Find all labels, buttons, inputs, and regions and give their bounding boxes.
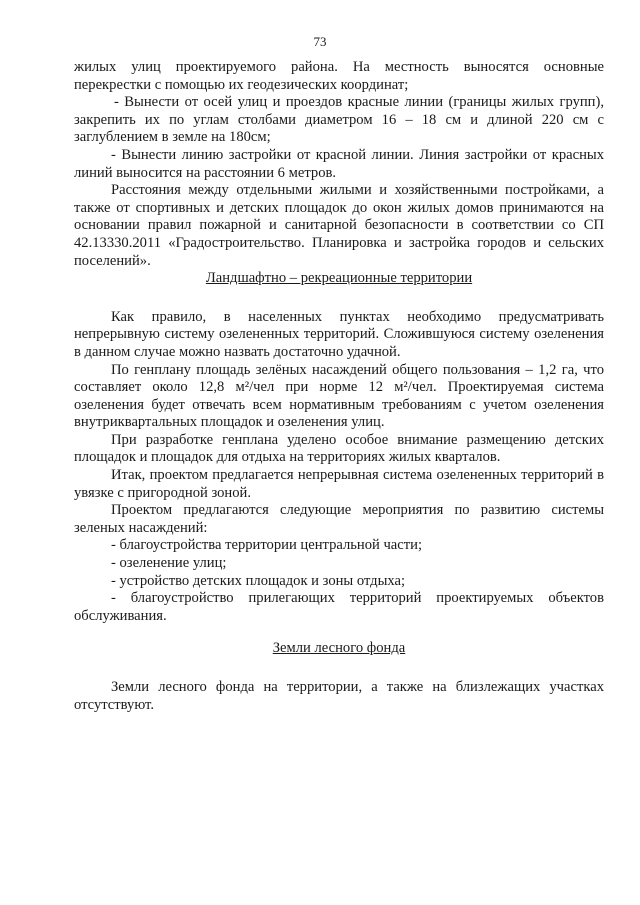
paragraph-green-system: Как правило, в населенных пунктах необходимо предусматривать непрерывную систему озелененных территорий. Сложившуюся систему озеленения в данном случае можно назвать достаточно удачной. — [74, 308, 604, 360]
paragraph-continuation: жилых улиц проектируемого района. На местность выносятся основные перекрестки с помощью их геодезических координат; — [74, 59, 604, 93]
paragraph-green-area: По генплану площадь зелёных насаждений общего пользования – 1,2 га, что составляет около 12,8 м²/чел при норме 12 м²/чел. Проектируемая система озеленения будет отвечать всем нормативным требованиям с учетом озеленения внутриквартальных площадок и озеленения улиц. — [74, 361, 604, 431]
heading-forest: Земли лесного фонда — [272, 640, 406, 657]
spacer — [74, 658, 604, 679]
spacer — [74, 288, 604, 309]
page-content — [74, 59, 604, 714]
list-item: - озеленение улиц; — [111, 555, 227, 572]
paragraph-playgrounds: При разработке генплана уделено особое внимание размещению детских площадок и площадок для отдыха на территориях жилых кварталов. — [74, 431, 604, 466]
paragraph-measures-intro: Проектом предлагаются следующие мероприятия по развитию системы зеленых насаждений: — [74, 502, 604, 536]
heading-landscape: Ландшафтно – рекреационные территории — [205, 270, 473, 287]
list-item: - благоустройство прилегающих территорий проектируемых объектов обслуживания. — [74, 590, 604, 624]
list-item: - благоустройства территории центральной части; — [111, 537, 423, 554]
paragraph-forest: Земли лесного фонда на территории, а также на близлежащих участках отсутствуют. — [74, 679, 604, 713]
paragraph-red-lines: - Вынести от осей улиц и проездов красные линии (границы жилых групп), закрепить их по углам столбами диаметром 16 – 18 см и длиной 220 см с заглублением в земле на 180см; — [74, 94, 604, 146]
spacer — [74, 625, 604, 640]
paragraph-continuous-system: Итак, проектом предлагается непрерывная система озелененных территорий в увязке с пригородной зоной. — [74, 467, 604, 501]
paragraph-building-line: - Вынести линию застройки от красной линии. Линия застройки от красных линий выносится на расстоянии 6 метров. — [74, 146, 604, 181]
page-number: 73 — [313, 34, 327, 49]
paragraph-distances: Расстояния между отдельными жилыми и хозяйственными постройками, а также от спортивных и детских площадок до окон жилых домов принимаются на основании правил пожарной и санитарной безопасности в соответствии со СП 42.13330.2011 «Градостроительство. Планировка и застройка городов и сельских поселений». — [74, 182, 604, 269]
list-item: - устройство детских площадок и зоны отдыха; — [111, 572, 406, 589]
